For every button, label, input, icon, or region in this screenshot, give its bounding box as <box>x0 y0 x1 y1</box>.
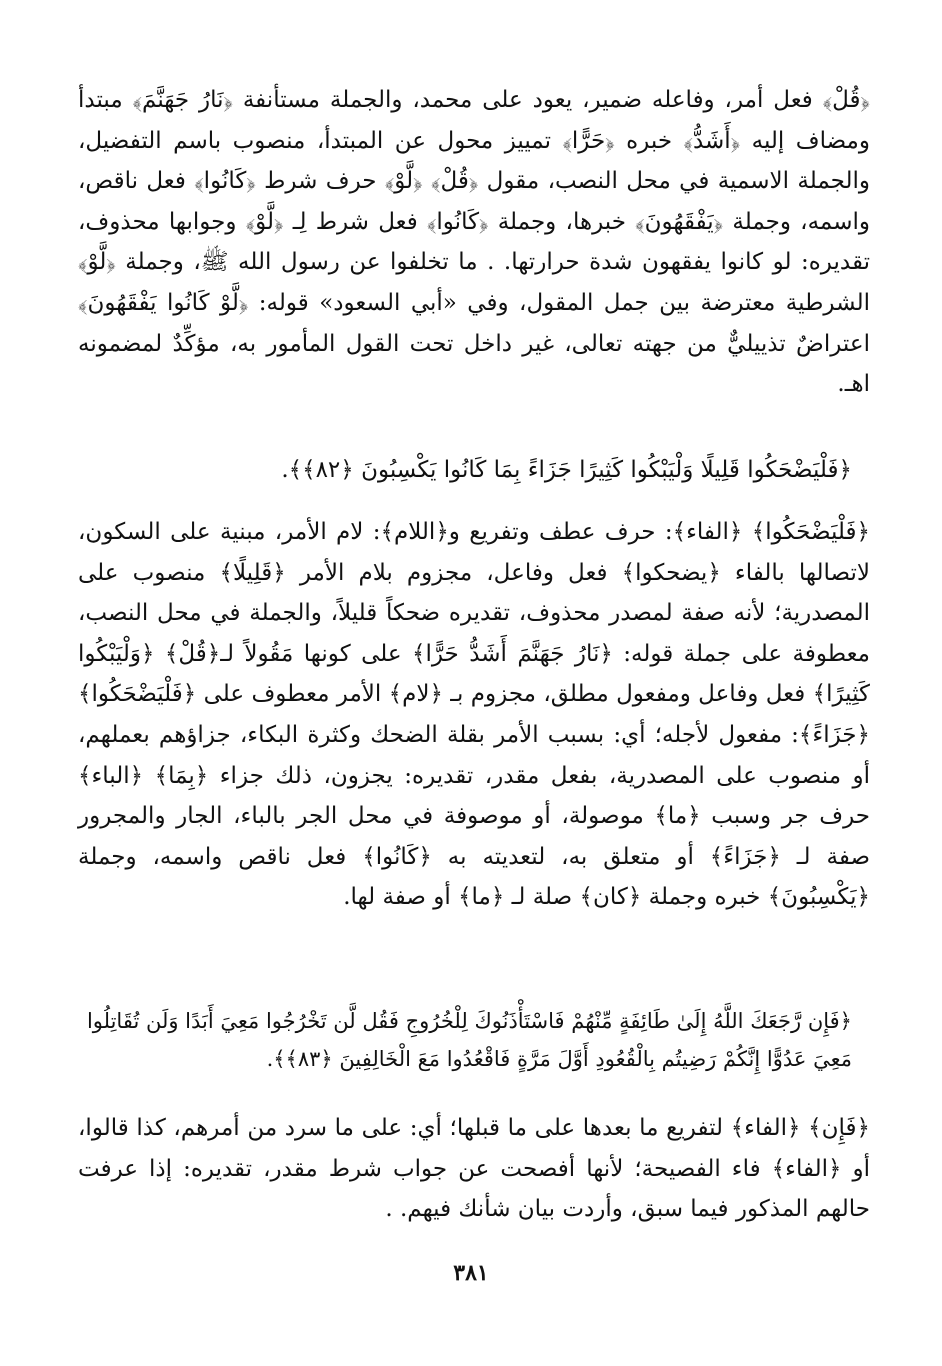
paragraph-grammar-analysis-2: ﴿فَلْيَضْحَكُوا﴾ ﴿الفاء﴾: حرف عطف وتفريع و﴿اللام﴾: لام الأمر، مبنية على السكون، لاتصالها بالفاء ﴿يضحكوا﴾ فعل وفاعل، مجزوم بلام الأمر ﴿قَلِيلًا﴾ منصوب على المصدرية؛ لأنه صفة لمصدر محذوف، تقديره ضحكاً قليلاً، والجملة في محل النصب، معطوفة على جملة قوله: ﴿نَارُ جَهَنَّمَ أَشَدُّ حَرًّا﴾ على كونها مَقُولاً لـ﴿قُلْ﴾ ﴿وَلْيَبْكُوا كَثِيرًا﴾ فعل وفاعل ومفعول مطلق، مجزوم بـ ﴿لام﴾ الأمر معطوف على ﴿فَلْيَضْحَكُوا﴾ ﴿جَزَاءً﴾: مفعول لأجله؛ أي: بسبب الأمر بقلة الضحك وكثرة البكاء، جزاؤهم بعملهم، أو منصوب على المصدرية، بفعل مقدر، تقديره: يجزون، ذلك جزاء ﴿بِمَا﴾ ﴿الباء﴾ حرف جر وسبب ﴿ما﴾ موصولة، أو موصوفة في محل الجر بالباء، الجار والمجرور صفة لـ ﴿جَزَاءً﴾ أو متعلق به، لتعديته به ﴿كَانُوا﴾ فعل ناقص واسمه، وجملة ﴿يَكْسِبُونَ﴾ خبره وجملة ﴿كان﴾ صلة لـ ﴿ما﴾ أو صفة لها. <box>78 519 870 911</box>
paragraph-grammar-analysis-1: ﴿قُلْ﴾ فعل أمر، وفاعله ضمير، يعود على محمد، والجملة مستأنفة ﴿نَارُ جَهَنَّمَ﴾ مبتدأ ومضاف إليه ﴿أَشَدُّ﴾ خبره ﴿حَرًّا﴾ تمييز محول عن المبتدأ، منصوب باسم التفضيل، والجملة الاسمية في محل النصب، مقول ﴿قُلْ﴾ ﴿لَّوْ﴾ حرف شرط ﴿كَانُوا﴾ فعل ناقص، واسمه، وجملة ﴿يَفْقَهُونَ﴾ خبرها، وجملة ﴿كَانُوا﴾ فعل شرط لِـ ﴿لَّوْ﴾ وجوابها محذوف، تقديره: لو كانوا يفقهون شدة حرارتها. . ما تخلفوا عن رسول الله ﷺ، وجملة ﴿لَّوْ﴾ الشرطية معترضة بين جمل المقول، وفي «أبي السعود» قوله: ﴿لَّوْ كَانُوا يَفْقَهُونَ﴾ اعتراضٌ تذييليٌّ من جهته تعالى، غير داخل تحت القول المأمور به، مؤكِّدٌ لمضمونه اهـ. <box>78 87 870 398</box>
page-number: ٣٨١ <box>453 1260 489 1286</box>
paragraph-grammar-analysis-3: ﴿فَإِن﴾ ﴿الفاء﴾ لتفريع ما بعدها على ما قبلها؛ أي: على ما سرد من أمرهم، كذا قالوا، أو ﴿الفاء﴾ فاء الفصيحة؛ لأنها أفصحت عن جواب شرط مقدر، تقديره: إذا عرفت حالهم المذكور فيما سبق، وأردت بيان شأنك فيهم. . <box>78 1115 870 1223</box>
quran-verse-83: ﴿فَإِن رَّجَعَكَ اللَّهُ إِلَىٰ طَائِفَةٍ مِّنْهُمْ فَاسْتَأْذَنُوكَ لِلْخُرُوجِ فَقُل لَّن تَخْرُجُوا مَعِيَ أَبَدًا وَلَن تُقَاتِلُوا مَعِيَ عَدُوًّا إِنَّكُمْ رَضِيتُم بِالْقُعُودِ أَوَّلَ مَرَّةٍ فَاقْعُدُوا مَعَ الْخَالِفِينَ ﴿٨٣﴾﴾. <box>86 1009 852 1071</box>
quran-verse-82: ﴿فَلْيَضْحَكُوا قَلِيلًا وَلْيَبْكُوا كَثِيرًا جَزَاءً بِمَا كَانُوا يَكْسِبُونَ ﴿٨٢﴾﴾. <box>281 457 852 483</box>
